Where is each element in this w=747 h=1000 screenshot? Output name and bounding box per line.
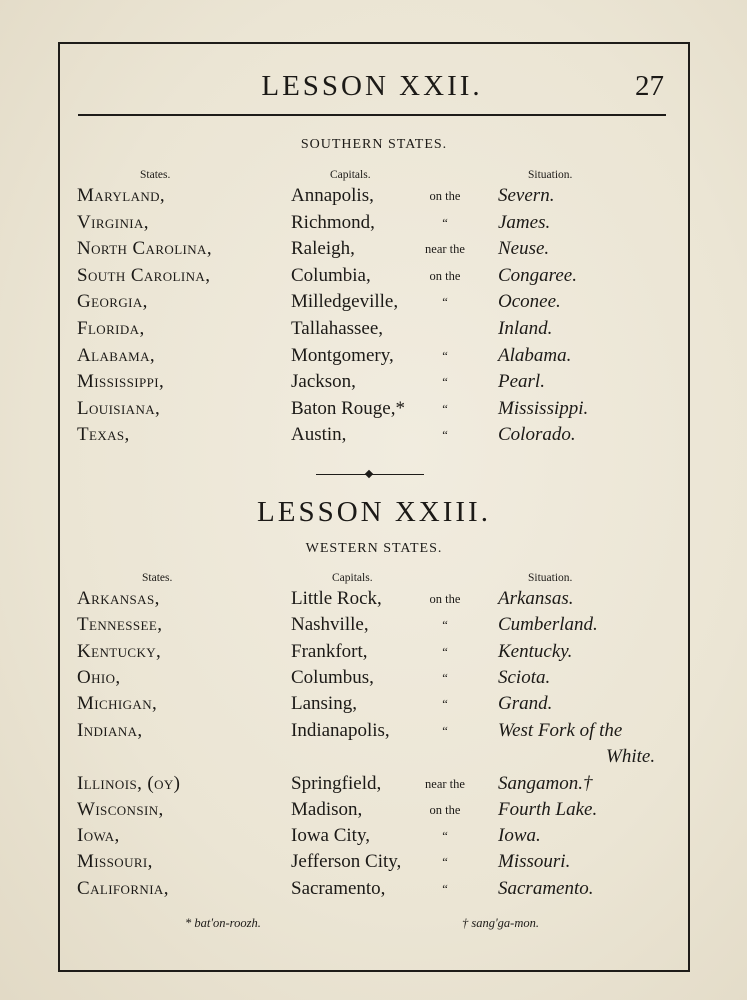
state-name: Michigan, <box>77 693 158 714</box>
capital-name: Iowa City, <box>291 825 370 846</box>
capital-name: Frankfort, <box>291 641 368 662</box>
river-situation-continued: White. <box>606 746 656 767</box>
river-situation: Grand. <box>498 693 553 714</box>
river-situation: Iowa. <box>498 825 541 846</box>
state-name: Texas, <box>77 424 130 445</box>
river-situation: Inland. <box>498 318 553 339</box>
table-row <box>0 345 747 371</box>
river-situation: Cumberland. <box>498 614 598 635</box>
table-row <box>0 588 747 614</box>
state-name: Maryland, <box>77 185 166 206</box>
state-name: Mississippi, <box>77 371 165 392</box>
river-situation: Severn. <box>498 185 555 206</box>
river-situation: James. <box>498 212 551 233</box>
capital-name: Springfield, <box>291 773 382 794</box>
connector-text: “ <box>442 671 448 685</box>
table-row <box>0 318 747 344</box>
table-row <box>0 185 747 211</box>
state-name: Tennessee, <box>77 614 163 635</box>
connector-text: on the <box>429 803 461 817</box>
western-col-capitals: Capitals. <box>332 572 373 584</box>
state-name: Missouri, <box>77 851 153 872</box>
river-situation: Sciota. <box>498 667 551 688</box>
footnote-baton-rouge: * bat'on-roozh. <box>185 916 261 930</box>
state-name: Iowa, <box>77 825 120 846</box>
river-situation: Mississippi. <box>498 398 589 419</box>
capital-name: Lansing, <box>291 693 357 714</box>
connector-text: near the <box>425 777 465 791</box>
state-name: Ohio, <box>77 667 121 688</box>
capital-name: Raleigh, <box>291 238 355 259</box>
state-name: Alabama, <box>77 345 156 366</box>
connector-text: “ <box>442 375 448 389</box>
river-situation: Kentucky. <box>498 641 573 662</box>
state-name: South Carolina, <box>77 265 211 286</box>
connector-text: “ <box>442 645 448 659</box>
state-name: California, <box>77 878 169 899</box>
river-situation: Congaree. <box>498 265 577 286</box>
connector-text: “ <box>442 216 448 230</box>
table-row <box>0 398 747 424</box>
capital-name: Richmond, <box>291 212 375 233</box>
table-row <box>0 825 747 851</box>
connector-text: “ <box>442 855 448 869</box>
connector-text: “ <box>442 829 448 843</box>
capital-name: Columbia, <box>291 265 371 286</box>
southern-col-capitals: Capitals. <box>330 169 371 181</box>
state-name: Louisiana, <box>77 398 161 419</box>
capital-name: Montgomery, <box>291 345 394 366</box>
western-col-situation: Situation. <box>528 572 573 584</box>
connector-text: “ <box>442 697 448 711</box>
capital-name: Madison, <box>291 799 363 820</box>
river-situation: Neuse. <box>498 238 550 259</box>
southern-col-states: States. <box>140 169 171 181</box>
table-row <box>0 212 747 238</box>
table-row <box>0 641 747 667</box>
connector-text: “ <box>442 882 448 896</box>
connector-text: on the <box>429 269 461 283</box>
state-name: Indiana, <box>77 720 143 741</box>
table-row <box>0 614 747 640</box>
river-situation: Arkansas. <box>498 588 574 609</box>
western-col-states: States. <box>142 572 173 584</box>
table-row <box>0 720 747 767</box>
state-name: Georgia, <box>77 291 148 312</box>
capital-name: Tallahassee, <box>291 318 384 339</box>
table-row <box>0 878 747 904</box>
capital-name: Little Rock, <box>291 588 382 609</box>
river-situation: Sacramento. <box>498 878 594 899</box>
connector-text: “ <box>442 428 448 442</box>
connector-text: on the <box>429 189 461 203</box>
table-row <box>0 799 747 825</box>
state-name: Florida, <box>77 318 145 339</box>
state-name: Arkansas, <box>77 588 160 609</box>
table-row <box>0 773 747 799</box>
river-situation: Alabama. <box>498 345 572 366</box>
river-situation: Pearl. <box>498 371 545 392</box>
river-situation: Oconee. <box>498 291 561 312</box>
table-row <box>0 851 747 877</box>
connector-text: “ <box>442 295 448 309</box>
river-situation: Sangamon.† <box>498 773 593 794</box>
western-states-heading: WESTERN STATES. <box>305 541 443 556</box>
connector-text: “ <box>442 618 448 632</box>
state-name: Virginia, <box>77 212 149 233</box>
river-situation: Fourth Lake. <box>498 799 598 820</box>
connector-text: “ <box>442 724 448 738</box>
lesson-title: LESSON XXII. <box>261 70 483 102</box>
connector-text: on the <box>429 592 461 606</box>
capital-name: Jefferson City, <box>291 851 402 872</box>
southern-col-situation: Situation. <box>528 169 573 181</box>
river-situation: Colorado. <box>498 424 576 445</box>
table-row <box>0 291 747 317</box>
capital-name: Milledgeville, <box>291 291 399 312</box>
connector-text: “ <box>442 402 448 416</box>
table-row <box>0 693 747 719</box>
table-row <box>0 667 747 693</box>
footnote-sangamon: † sang'ga-mon. <box>462 916 539 930</box>
capital-name: Indianapolis, <box>291 720 390 741</box>
capital-name: Austin, <box>291 424 347 445</box>
connector-text: “ <box>442 349 448 363</box>
river-situation: West Fork of the <box>498 720 623 741</box>
capital-name: Jackson, <box>291 371 356 392</box>
capital-name: Nashville, <box>291 614 369 635</box>
table-row <box>0 424 747 450</box>
capital-name: Baton Rouge,* <box>291 398 405 419</box>
state-name: Kentucky, <box>77 641 162 662</box>
capital-name: Columbus, <box>291 667 374 688</box>
capital-name: Annapolis, <box>291 185 374 206</box>
page-number: 27 <box>635 70 664 102</box>
state-name: Illinois, (oy) <box>77 773 181 794</box>
capital-name: Sacramento, <box>291 878 386 899</box>
state-name: Wisconsin, <box>77 799 164 820</box>
southern-states-heading: SOUTHERN STATES. <box>300 137 448 152</box>
river-situation: Missouri. <box>498 851 571 872</box>
lesson-2-title: LESSON XXIII. <box>257 496 491 528</box>
table-row <box>0 371 747 397</box>
table-row <box>0 265 747 291</box>
page-header <box>78 68 666 116</box>
connector-text: near the <box>425 242 465 256</box>
table-row <box>0 238 747 264</box>
state-name: North Carolina, <box>77 238 212 259</box>
